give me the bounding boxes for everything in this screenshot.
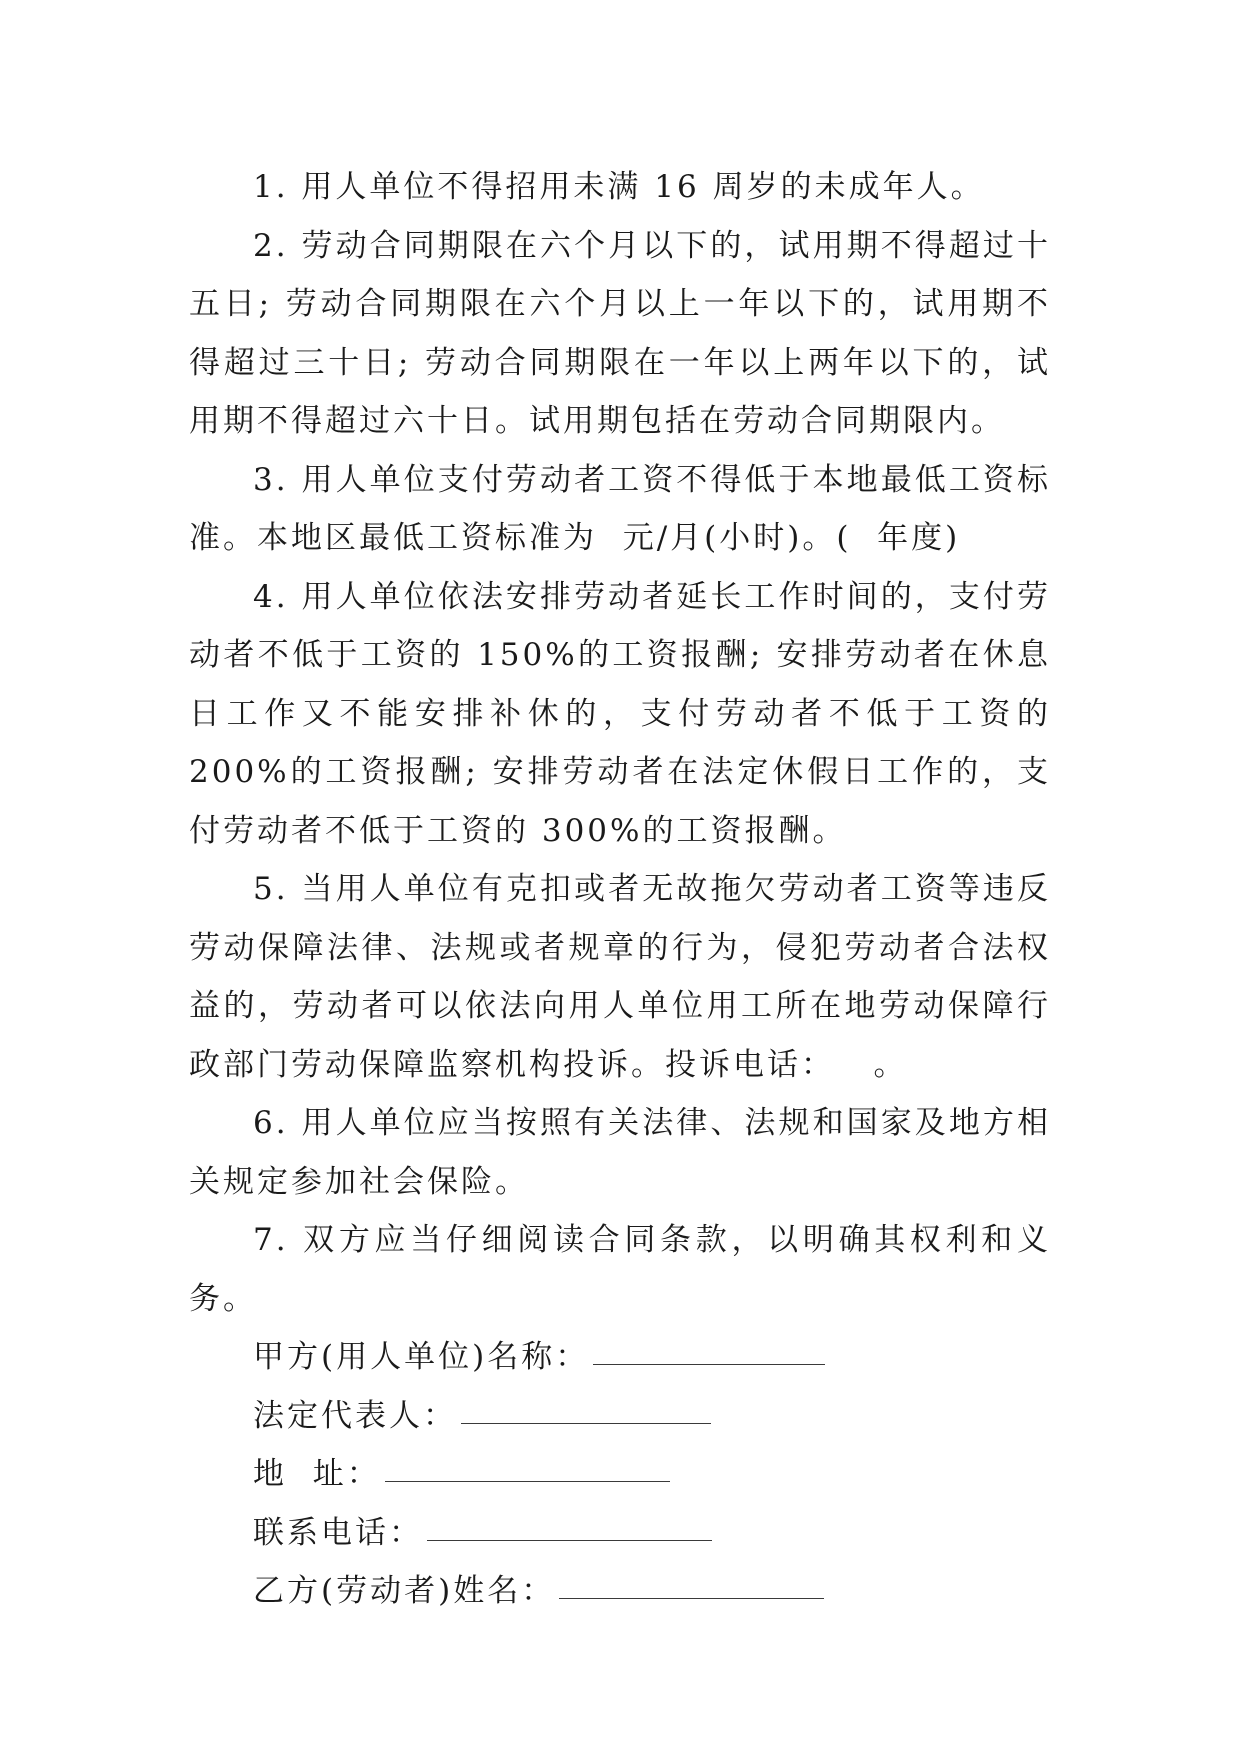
employee-name-line [189, 1562, 1051, 1621]
legal-rep-blank [461, 1393, 711, 1424]
phone-label: 联系电话： [253, 1514, 423, 1551]
phone-line [189, 1504, 1051, 1563]
clause-6: 6. 用人单位应当按照有关法律、法规和国家及地方相关规定参加社会保险。 [189, 1105, 1051, 1200]
address-blank [385, 1451, 670, 1482]
legal-rep-label: 法定代表人： [253, 1397, 457, 1434]
legal-rep-line [189, 1387, 1051, 1446]
clause-7: 7. 双方应当仔细阅读合同条款，以明确其权利和义务。 [189, 1222, 1051, 1317]
clause-3: 3. 用人单位支付劳动者工资不得低于本地最低工资标准。本地区最低工资标准为 元/月(小时)。( 年度) [189, 461, 1051, 556]
employer-name-label: 甲方(用人单位)名称： [253, 1339, 590, 1375]
clause-1: 1. 用人单位不得招用未满 16 周岁的未成年人。 [253, 169, 985, 205]
employee-name-blank [559, 1568, 824, 1599]
clause-2: 2. 劳动合同期限在六个月以下的，试用期不得超过十五日; 劳动合同期限在六个月以上一年以下的，试用期不得超过三十日; 劳动合同期限在一年以上两年以下的，试用期不得超过六十日。试用期包括在劳动合同期限内。 [189, 227, 1051, 439]
clause-5: 5. 当用人单位有克扣或者无故拖欠劳动者工资等违反劳动保障法律、法规或者规章的行为，侵犯劳动者合法权益的，劳动者可以依法向用人单位用工所在地劳动保障行政部门劳动保障监察机构投诉。投诉电话： 。 [189, 871, 1051, 1083]
signature-block [189, 1328, 1051, 1621]
employee-name-label: 乙方(劳动者)姓名： [253, 1573, 556, 1609]
clause-4: 4. 用人单位依法安排劳动者延长工作时间的，支付劳动者不低于工资的 150%的工资报酬; 安排劳动者在休息日工作又不能安排补休的，支付劳动者不低于工资的 200%的工资报酬; 安排劳动者在法定休假日工作的，支付劳动者不低于工资的 300%的工资报酬。 [189, 578, 1064, 849]
employer-name-line [189, 1328, 1051, 1387]
address-label: 地 址： [253, 1456, 381, 1492]
document-page [189, 158, 1064, 1621]
employer-name-blank [593, 1334, 825, 1365]
phone-blank [427, 1510, 712, 1541]
address-line [189, 1445, 1051, 1504]
